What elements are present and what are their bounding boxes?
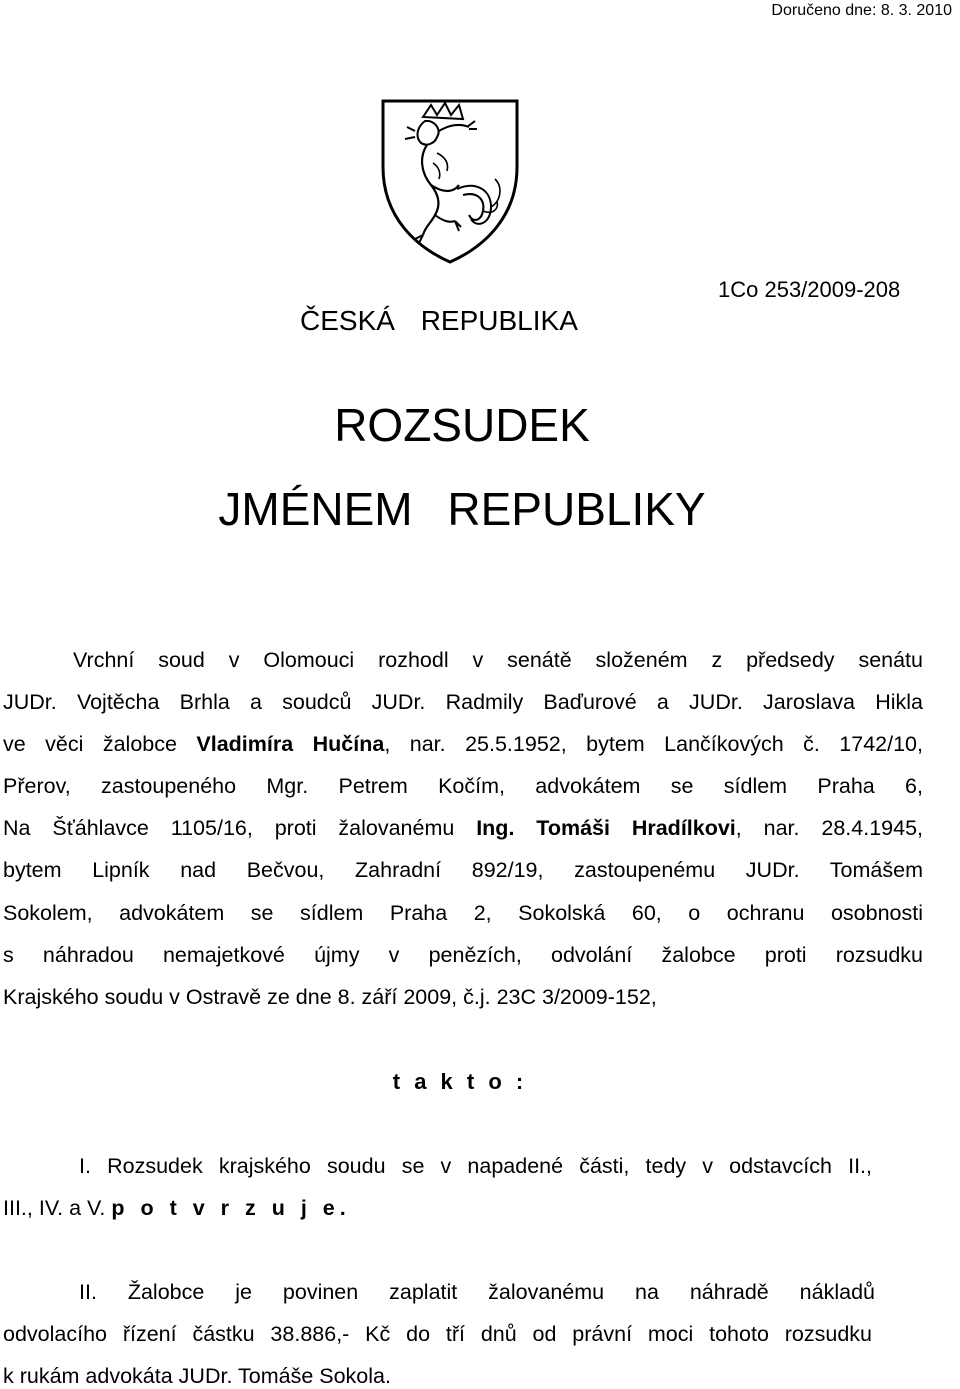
intro-text: , nar. 28.4.1945, — [735, 816, 923, 840]
verdict-line: II. Žalobce je povinen zaplatit žalovanému na náhradě nákladů — [79, 1280, 875, 1304]
intro-text: Na Šťáhlavce 1105/16, proti žalovanému — [3, 816, 477, 840]
verdict-line: I. Rozsudek krajského soudu se v napadené části, tedy v odstavcích II., — [79, 1154, 872, 1178]
intro-line: Vrchní soud v Olomouci rozhodl v senátě složeném z předsedy senátu — [73, 648, 923, 672]
verdict-line: odvolacího řízení částku 38.886,- Kč do tří dnů od právní moci tohoto rozsudku — [3, 1322, 872, 1346]
intro-line: s náhradou nemajetkové újmy v penězích, odvolání žalobce proti rozsudku — [3, 943, 923, 967]
country-name: ČESKÁ REPUBLIKA — [300, 305, 578, 336]
intro-line — [3, 816, 923, 841]
intro-line: Sokolem, advokátem se sídlem Praha 2, Sokolská 60, o ochranu osobnosti — [3, 901, 923, 925]
verdict-line: k rukám advokáta JUDr. Tomáše Sokola. — [3, 1364, 391, 1388]
intro-line: Přerov, zastoupeného Mgr. Petrem Kočím, advokátem se sídlem Praha 6, — [3, 774, 923, 798]
verdict-confirmed: p o t v r z u j e. — [111, 1196, 351, 1220]
document-title: ROZSUDEK — [334, 399, 590, 451]
defendant-name: Ing. Tomáši Hradílkovi — [476, 816, 736, 840]
delivery-date: Doručeno dne: 8. 3. 2010 — [771, 2, 952, 19]
intro-line — [3, 732, 923, 757]
czech-lion-coat-of-arms-icon — [379, 97, 521, 265]
intro-line: JUDr. Vojtěcha Brhla a soudců JUDr. Radmily Baďurové a JUDr. Jaroslava Hikla — [3, 690, 923, 714]
verdict-heading: t a k t o : — [392, 1069, 528, 1094]
document-subtitle: JMÉNEM REPUBLIKY — [218, 483, 706, 535]
intro-line: bytem Lipník nad Bečvou, Zahradní 892/19, zastoupenému JUDr. Tomášem — [3, 858, 923, 882]
plaintiff-name: Vladimíra Hučína — [196, 732, 385, 756]
verdict-line — [3, 1196, 923, 1221]
intro-line: Krajského soudu v Ostravě ze dne 8. září 2009, č.j. 23C 3/2009-152, — [3, 985, 657, 1009]
intro-text: , nar. 25.5.1952, bytem Lančíkových č. 1742/10, — [384, 732, 923, 756]
intro-text: ve věci žalobce — [3, 732, 197, 756]
verdict-text: III., IV. a V. — [3, 1196, 112, 1220]
case-number: 1Co 253/2009-208 — [718, 277, 901, 302]
